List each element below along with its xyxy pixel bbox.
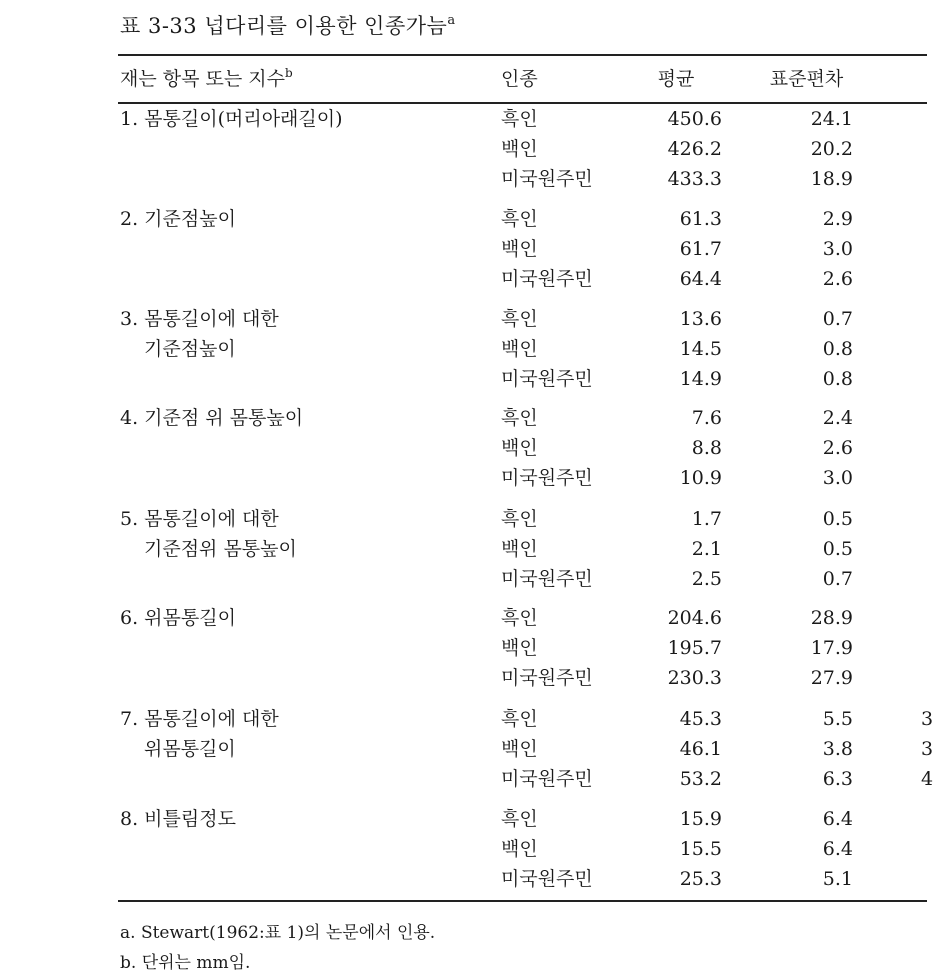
table-top-rule — [118, 54, 927, 56]
sd-cell: 2.6 — [822, 437, 853, 459]
race-cell: 미국원주민 — [501, 168, 593, 190]
item-label: 3. 몸통길이에 대한 — [120, 308, 279, 330]
item-label: 2. 기준점높이 — [120, 208, 236, 230]
sd-cell: 0.5 — [822, 508, 853, 530]
sd-cell: 3.8 — [822, 738, 853, 760]
race-cell: 백인 — [501, 738, 538, 760]
race-cell: 미국원주민 — [501, 667, 593, 689]
race-cell: 백인 — [501, 138, 538, 160]
mean-cell: 53.2 — [679, 768, 722, 790]
mean-cell: 64.4 — [679, 268, 722, 290]
race-cell: 미국원주민 — [501, 868, 593, 890]
race-cell: 백인 — [501, 238, 538, 260]
sd-cell: 20.2 — [810, 138, 853, 160]
cut-off-cell: 3 — [921, 708, 933, 730]
race-cell: 흑인 — [501, 407, 538, 429]
mean-cell: 14.9 — [679, 368, 722, 390]
sd-cell: 24.1 — [810, 108, 853, 130]
sd-cell: 5.1 — [822, 868, 853, 890]
race-cell: 흑인 — [501, 508, 538, 530]
sd-cell: 18.9 — [810, 168, 853, 190]
cut-off-cell: 3 — [921, 738, 933, 760]
item-label: 1. 몸통길이(머리아래길이) — [120, 108, 343, 130]
item-label: 6. 위몸통길이 — [120, 607, 236, 629]
race-cell: 미국원주민 — [501, 568, 593, 590]
race-cell: 미국원주민 — [501, 368, 593, 390]
race-cell: 흑인 — [501, 208, 538, 230]
sd-cell: 0.7 — [822, 568, 853, 590]
item-label: 4. 기준점 위 몸통높이 — [120, 407, 304, 429]
sd-cell: 0.5 — [822, 538, 853, 560]
mean-cell: 45.3 — [679, 708, 722, 730]
header-race: 인종 — [501, 68, 538, 90]
item-label-continued: 기준점위 몸통높이 — [144, 538, 297, 560]
mean-cell: 426.2 — [667, 138, 722, 160]
item-label: 5. 몸통길이에 대한 — [120, 508, 279, 530]
race-cell: 백인 — [501, 838, 538, 860]
race-cell: 백인 — [501, 437, 538, 459]
title-footnote-mark: a — [447, 13, 456, 28]
sd-cell: 0.8 — [822, 338, 853, 360]
race-cell: 미국원주민 — [501, 467, 593, 489]
race-cell: 흑인 — [501, 808, 538, 830]
sd-cell: 2.6 — [822, 268, 853, 290]
header-sd: 표준편차 — [769, 68, 844, 90]
header-footnote-mark: b — [284, 66, 293, 80]
race-cell: 미국원주민 — [501, 768, 593, 790]
sd-cell: 0.8 — [822, 368, 853, 390]
sd-cell: 6.4 — [822, 808, 853, 830]
item-label-continued: 위몸통길이 — [144, 738, 236, 760]
race-cell: 흑인 — [501, 607, 538, 629]
sd-cell: 3.0 — [822, 467, 853, 489]
mean-cell: 46.1 — [679, 738, 722, 760]
header-item: 재는 항목 또는 지수$^b$ — [120, 66, 293, 90]
sd-cell: 2.4 — [822, 407, 853, 429]
sd-cell: 6.3 — [822, 768, 853, 790]
sd-cell: 0.7 — [822, 308, 853, 330]
mean-cell: 8.8 — [691, 437, 722, 459]
table-bottom-rule — [118, 900, 927, 902]
sd-cell: 5.5 — [822, 708, 853, 730]
mean-cell: 25.3 — [679, 868, 722, 890]
item-label-continued: 기준점높이 — [144, 338, 236, 360]
mean-cell: 61.3 — [679, 208, 722, 230]
mean-cell: 2.5 — [691, 568, 722, 590]
sd-cell: 28.9 — [810, 607, 853, 629]
race-cell: 백인 — [501, 538, 538, 560]
race-cell: 흑인 — [501, 708, 538, 730]
sd-cell: 17.9 — [810, 637, 853, 659]
race-cell: 미국원주민 — [501, 268, 593, 290]
mean-cell: 13.6 — [679, 308, 722, 330]
mean-cell: 204.6 — [667, 607, 722, 629]
sd-cell: 3.0 — [822, 238, 853, 260]
cut-off-cell: 4 — [921, 768, 933, 790]
mean-cell: 2.1 — [691, 538, 722, 560]
footnote-b: b. 단위는 mm임. — [120, 953, 251, 973]
mean-cell: 14.5 — [679, 338, 722, 360]
mean-cell: 61.7 — [679, 238, 722, 260]
race-cell: 백인 — [501, 637, 538, 659]
table-title: 표 3-33 넙다리를 이용한 인종가늠$^a$ — [120, 13, 456, 38]
mean-cell: 15.5 — [679, 838, 722, 860]
race-cell: 백인 — [501, 338, 538, 360]
race-cell: 흑인 — [501, 308, 538, 330]
mean-cell: 450.6 — [667, 108, 722, 130]
header-mean: 평균 — [657, 68, 695, 90]
item-label: 7. 몸통길이에 대한 — [120, 708, 279, 730]
mean-cell: 195.7 — [667, 637, 722, 659]
sd-cell: 27.9 — [810, 667, 853, 689]
footnote-a: a. Stewart(1962:표 1)의 논문에서 인용. — [120, 923, 436, 943]
sd-cell: 6.4 — [822, 838, 853, 860]
sd-cell: 2.9 — [822, 208, 853, 230]
mean-cell: 7.6 — [691, 407, 722, 429]
race-cell: 흑인 — [501, 108, 538, 130]
mean-cell: 433.3 — [667, 168, 722, 190]
mean-cell: 15.9 — [679, 808, 722, 830]
mean-cell: 1.7 — [691, 508, 722, 530]
mean-cell: 230.3 — [667, 667, 722, 689]
item-label: 8. 비틀림정도 — [120, 808, 236, 830]
mean-cell: 10.9 — [679, 467, 722, 489]
